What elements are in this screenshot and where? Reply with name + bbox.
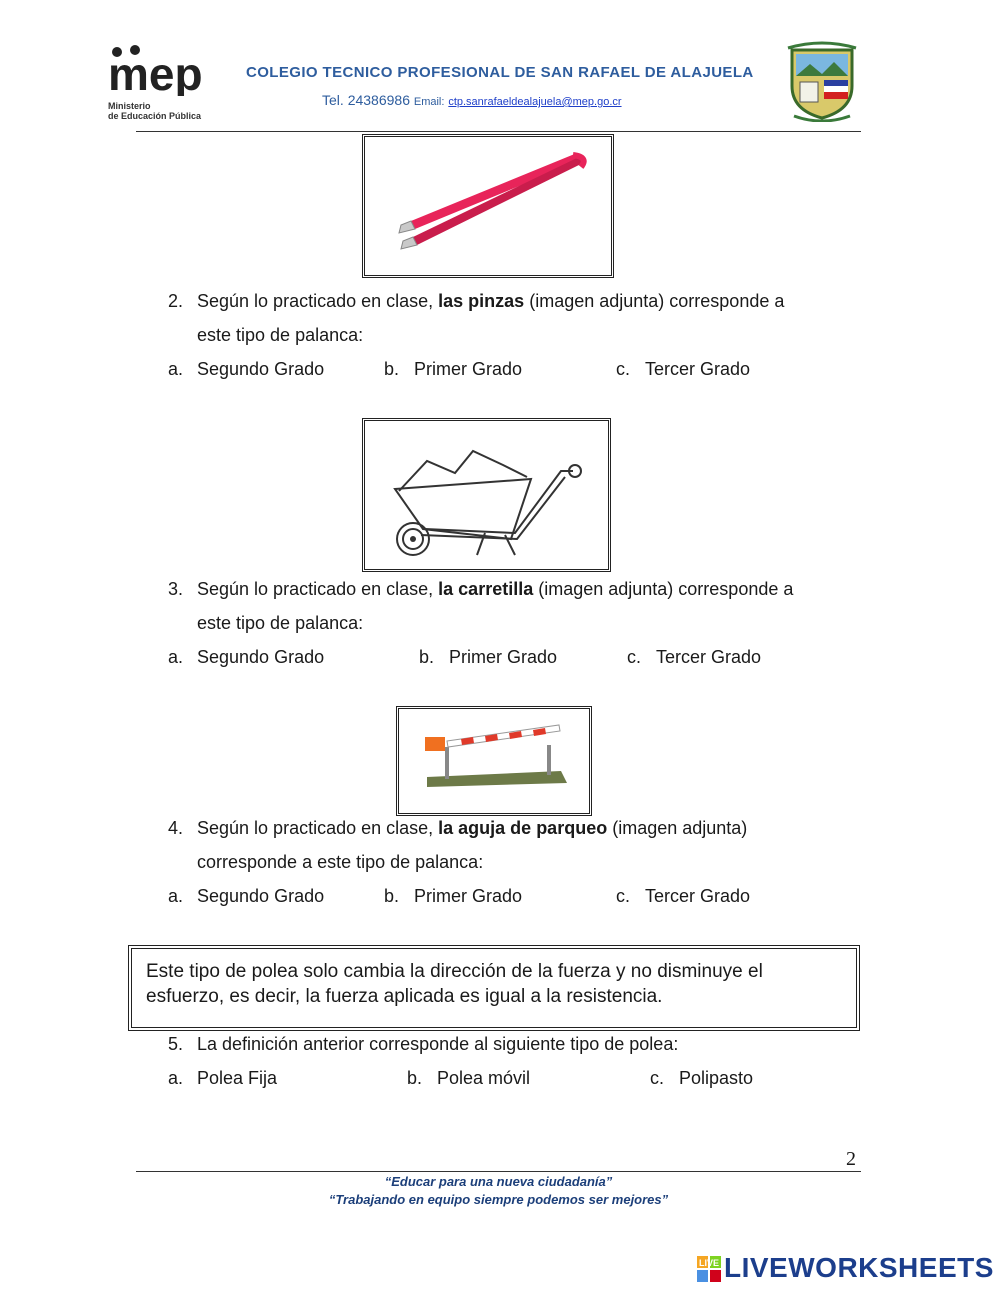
question-2-text [197, 290, 857, 312]
q5-option-a-letter: a. [168, 1068, 184, 1088]
question-5-number: 5. [168, 1034, 184, 1054]
liveworksheets-logo-letters: LIVE [699, 1258, 720, 1268]
wheelbarrow-icon [365, 421, 608, 569]
q3-option-b-letter: b. [419, 647, 435, 667]
mep-logo-text: mep [108, 48, 203, 96]
q3-option-a-letter: a. [168, 647, 184, 667]
question-4-line2: corresponde a este tipo de palanca: [197, 852, 484, 872]
q2-option-a-letter: a. [168, 359, 184, 379]
q2-option-a[interactable]: Segundo Grado [197, 359, 325, 379]
contact-line [322, 92, 622, 108]
question-5-text: La definición anterior corresponde al siguiente tipo de polea: [197, 1034, 679, 1054]
q5-option-b-letter: b. [407, 1068, 423, 1088]
liveworksheets-brand[interactable]: LIVEWORKSHEETS [724, 1252, 994, 1283]
q2-option-c-letter: c. [616, 359, 631, 379]
ministry-line2: de Educación Pública [108, 111, 202, 121]
wheelbarrow-image-frame [362, 418, 611, 572]
q5-option-c[interactable]: Polipasto [679, 1068, 754, 1088]
tweezers-image-frame [362, 134, 614, 278]
q4-option-b[interactable]: Primer Grado [414, 886, 523, 906]
question-2-suffix: (imagen adjunta) corresponde a [524, 291, 785, 311]
question-4-bold: la aguja de parqueo [438, 818, 608, 838]
q5-option-b[interactable]: Polea móvil [437, 1068, 531, 1088]
email-label: Email: [413, 96, 445, 108]
page-number: 2 [846, 1148, 856, 1170]
question-2-line2: este tipo de palanca: [197, 325, 364, 345]
question-3-bold: la carretilla [438, 579, 534, 599]
question-4-text [197, 817, 857, 839]
question-3-prefix: Según lo practicado en clase, [197, 579, 439, 599]
tweezers-icon [365, 137, 611, 275]
definition-box: Este tipo de polea solo cambia la dirección de la fuerza y no disminuye el esfuerzo, es decir, la fuerza aplicada es igual a la resistencia. [128, 945, 860, 1031]
q3-option-b[interactable]: Primer Grado [449, 647, 558, 667]
question-2-bold: las pinzas [438, 291, 525, 311]
motto-line2: “Trabajando en equipo siempre podemos ser mejores” [328, 1192, 669, 1207]
school-crest [780, 38, 864, 122]
q4-option-c-letter: c. [616, 886, 631, 906]
school-name: COLEGIO TECNICO PROFESIONAL DE SAN RAFAEL DE ALAJUELA [246, 64, 754, 81]
q4-option-a[interactable]: Segundo Grado [197, 886, 325, 906]
question-3-suffix: (imagen adjunta) corresponde a [533, 579, 794, 599]
q4-option-b-letter: b. [384, 886, 400, 906]
parking-barrier-icon [399, 709, 589, 813]
question-4-number: 4. [168, 818, 184, 838]
question-3-number: 3. [168, 579, 184, 599]
footer-rule [136, 1171, 861, 1172]
q3-option-c-letter: c. [627, 647, 642, 667]
ministry-line1: Ministerio [108, 101, 151, 111]
q2-option-b[interactable]: Primer Grado [414, 359, 523, 379]
header-rule [136, 131, 861, 132]
question-4-prefix: Según lo practicado en clase, [197, 818, 439, 838]
q4-option-c[interactable]: Tercer Grado [645, 886, 751, 906]
mep-logo [108, 44, 218, 121]
motto-line1: “Educar para una nueva ciudadanía” [384, 1174, 613, 1189]
q2-option-b-letter: b. [384, 359, 400, 379]
question-3-text [197, 578, 857, 600]
q5-option-c-letter: c. [650, 1068, 665, 1088]
crest-icon [780, 38, 864, 122]
svg-text:LIVE [699, 1258, 719, 1268]
question-2-number: 2. [168, 291, 184, 311]
question-2-prefix: Según lo practicado en clase, [197, 291, 439, 311]
email-link[interactable]: ctp.sanrafaeldealajuela@mep.go.cr [448, 96, 622, 108]
q3-option-c[interactable]: Tercer Grado [656, 647, 762, 667]
q4-option-a-letter: a. [168, 886, 184, 906]
tel-label: Tel. [322, 92, 344, 108]
q2-option-c[interactable]: Tercer Grado [645, 359, 751, 379]
liveworksheets-logo-icon [697, 1256, 721, 1287]
mep-logo-icon [108, 44, 218, 96]
tel-number: 24386986 [347, 92, 410, 108]
q5-option-a[interactable]: Polea Fija [197, 1068, 278, 1088]
q3-option-a[interactable]: Segundo Grado [197, 647, 325, 667]
parking-barrier-image-frame [396, 706, 592, 816]
question-3-line2: este tipo de palanca: [197, 613, 364, 633]
question-4-suffix: (imagen adjunta) [607, 818, 748, 838]
